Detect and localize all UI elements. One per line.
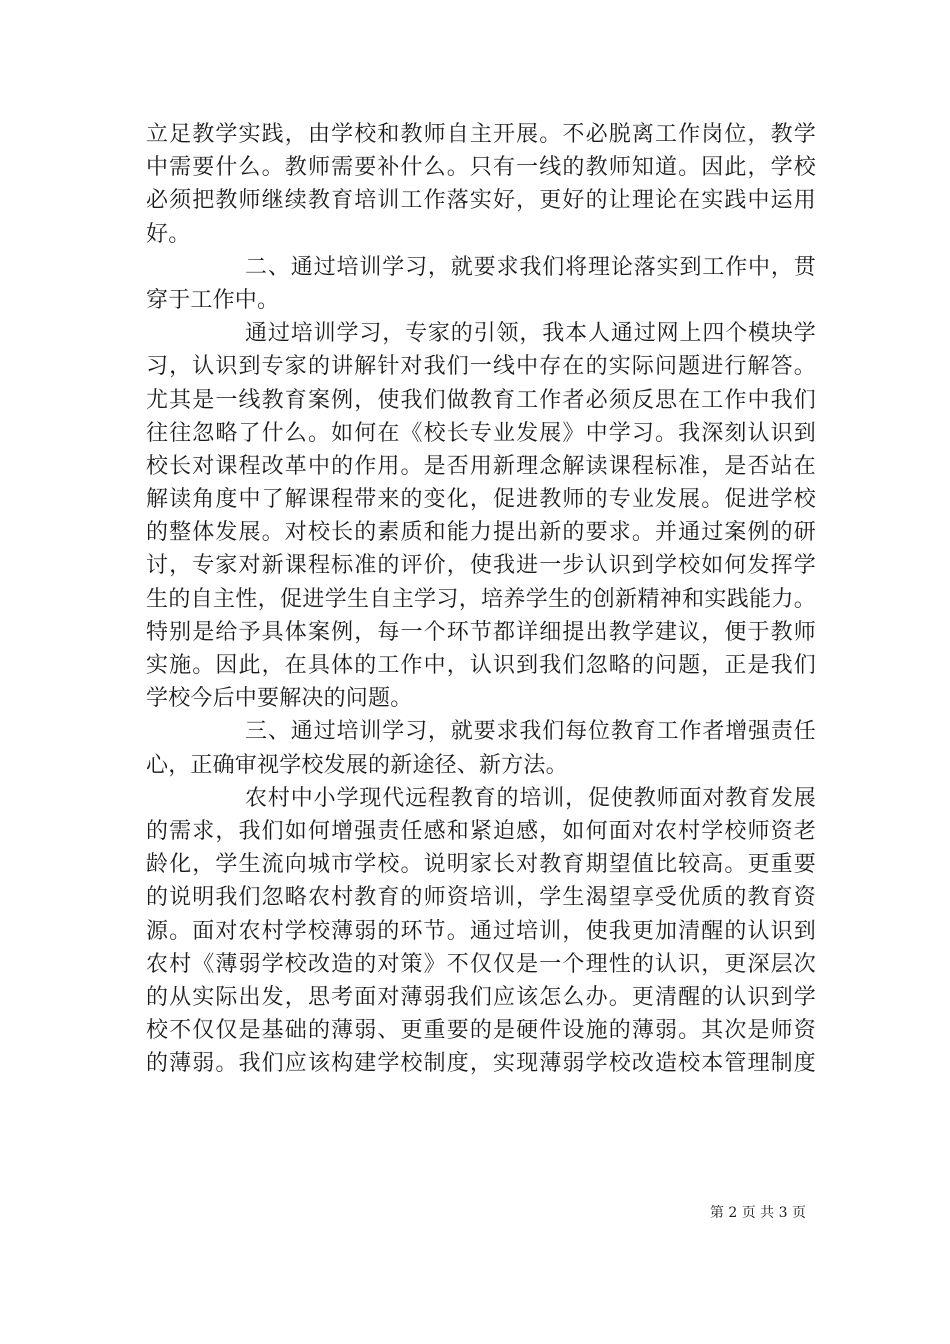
text-line: 的从实际出发，思考面对薄弱我们应该怎么办。更清醒的认识到学 [146,984,816,1010]
text-line: 生的自主性，促进学生自主学习，培养学生的创新精神和实践能力。 [146,586,816,612]
text-line: 源。面对农村学校薄弱的环节。通过培训，使我更加清醒的认识到 [146,918,816,944]
text-line: 尤其是一线教育案例，使我们做教育工作者必须反思在工作中我们 [146,387,816,413]
text-line: 必须把教师继续教育培训工作落实好，更好的让理论在实践中运用 [146,188,816,214]
text-line: 龄化，学生流向城市学校。说明家长对教育期望值比较高。更重要 [146,852,816,878]
paragraph-start: 通过培训学习，专家的引领，我本人通过网上四个模块学 [245,321,816,347]
text-line: 心，正确审视学校发展的新途径、新方法。 [146,752,568,778]
text-line: 解读角度中了解课程带来的变化，促进教师的专业发展。促进学校 [146,487,816,513]
paragraph-start: 农村中小学现代远程教育的培训，促使教师面对教育发展 [245,785,816,811]
text-line: 穿于工作中。 [146,287,280,313]
text-line: 往往忽略了什么。如何在《校长专业发展》中学习。我深刻认识到 [146,420,816,446]
section-heading-3: 三、通过培训学习，就要求我们每位教育工作者增强责任 [245,719,816,745]
section-heading-2: 二、通过培训学习，就要求我们将理论落实到工作中，贯 [245,254,816,280]
text-line: 中需要什么。教师需要补什么。只有一线的教师知道。因此，学校 [146,155,816,181]
text-line: 实施。因此，在具体的工作中，认识到我们忽略的问题，正是我们 [146,653,816,678]
text-line: 的薄弱。我们应该构建学校制度，实现薄弱学校改造校本管理制度 [146,1051,816,1077]
text-line: 的整体发展。对校长的素质和能力提出新的要求。并通过案例的研 [146,520,816,546]
text-line: 立足教学实践，由学校和教师自主开展。不必脱离工作岗位，教学 [146,122,816,147]
page-number: 第 2 页 共 3 页 [709,1205,806,1221]
text-line: 的需求，我们如何增强责任感和紧迫感，如何面对农村学校师资老 [146,818,816,844]
body-text [146,118,816,1080]
text-line: 讨，专家对新课程标准的评价，使我进一步认识到学校如何发挥学 [146,553,816,579]
text-line: 校不仅仅是基础的薄弱、更重要的是硬件设施的薄弱。其次是师资 [146,1018,816,1044]
text-line: 习，认识到专家的讲解针对我们一线中存在的实际问题进行解答。 [146,354,816,380]
text-line: 的说明我们忽略农村教育的师资培训，学生渴望享受优质的教育资 [146,885,816,911]
text-line: 特别是给予具体案例，每一个环节都详细提出教学建议，便于教师 [146,619,816,645]
text-line: 好。 [146,221,191,247]
text-line: 农村《薄弱学校改造的对策》不仅仅是一个理性的认识，更深层次 [146,951,816,977]
text-line: 学校今后中要解决的问题。 [146,686,413,712]
text-line: 校长对课程改革中的作用。是否用新理念解读课程标准，是否站在 [146,453,816,479]
